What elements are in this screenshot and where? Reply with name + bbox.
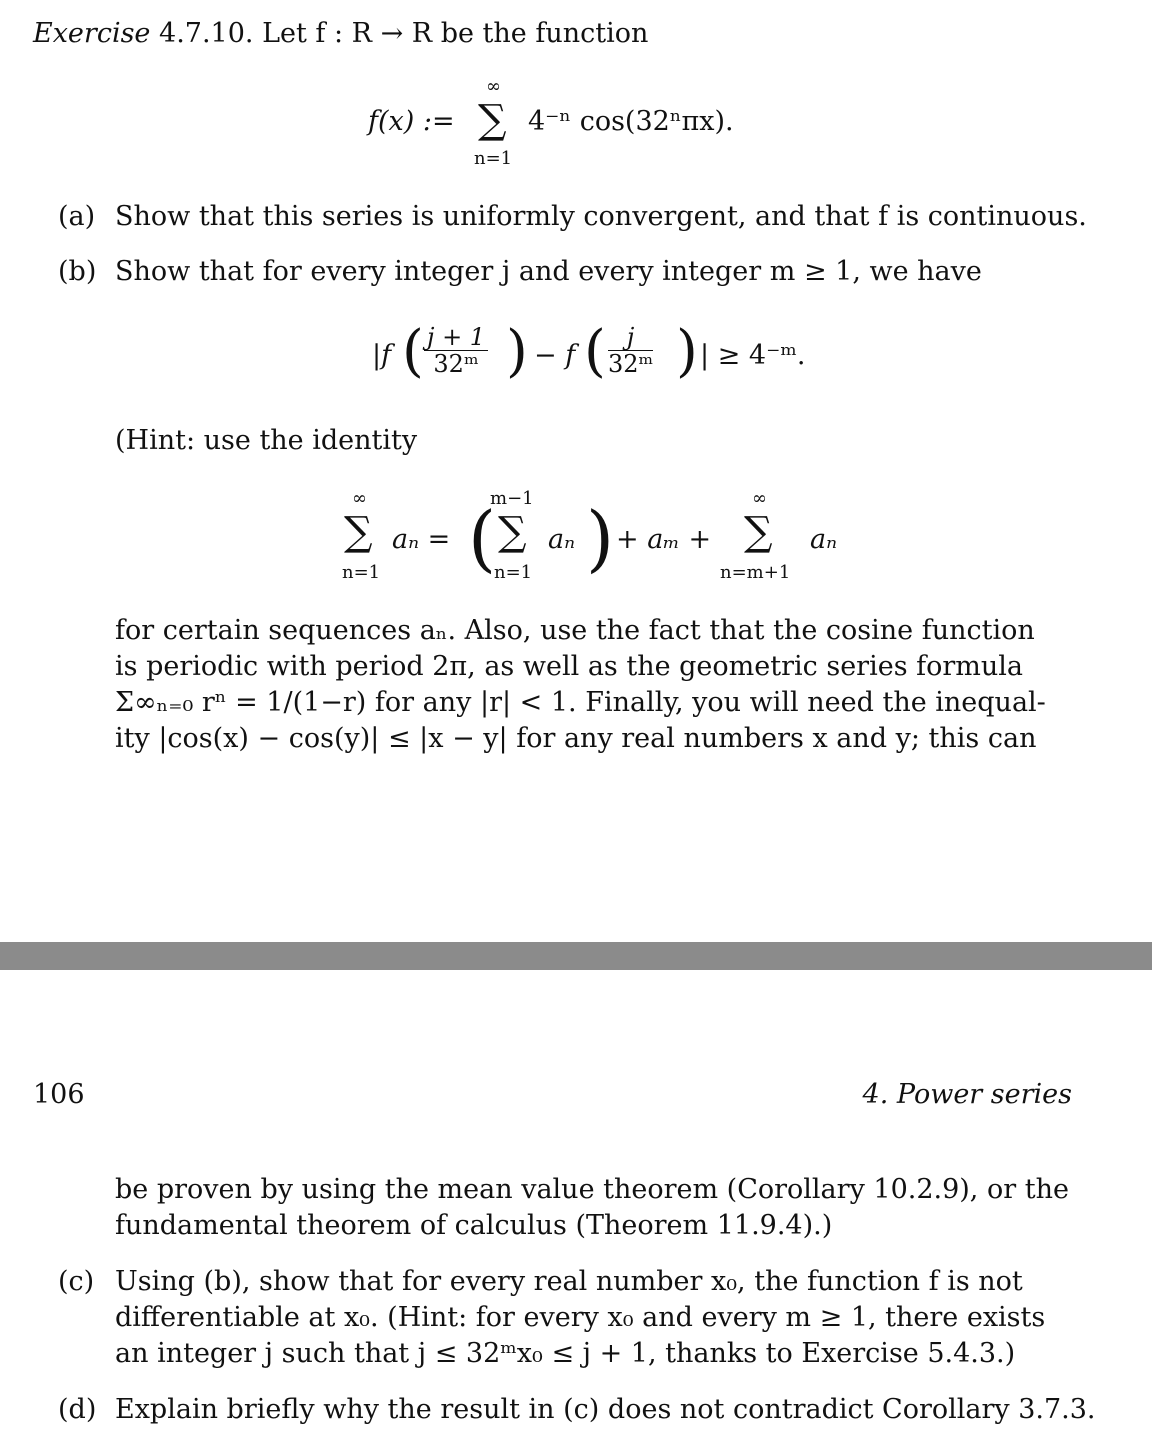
function-lhs: f(x) := [368,106,455,137]
hint-continuation [115,1172,1072,1244]
part-d-label: (d) [58,1394,97,1425]
hint-line: Σ∞ₙ₌₀ rⁿ = 1/(1−r) for any |r| < 1. Finally, you will need the inequal- [115,687,1046,718]
exercise-intro: Let f : R → R be the function [262,18,649,49]
sum-lower-limit: n=1 [474,148,513,169]
left-paren-2: ( [584,319,606,384]
identity-sum3-upper: ∞ [752,488,767,509]
identity-sum1-sign: ∑ [344,509,373,555]
left-paren-1: ( [402,319,424,384]
part-c-label: (c) [58,1266,95,1297]
continuation-line: be proven by using the mean value theorem (Corollary 10.2.9), or the [115,1174,1069,1205]
sum-upper-limit: ∞ [486,76,501,97]
identity-left-paren: ( [468,496,497,580]
part-a-text: Show that this series is uniformly convergent, and that f is continuous. [115,201,1087,232]
running-head: 4. Power series [862,1079,1072,1110]
series-term: 4⁻ⁿ cos(32ⁿπx). [528,106,734,137]
exercise-number: 4.7.10. [159,18,254,49]
right-paren-1: ) [506,319,528,384]
right-paren-2: ) [676,319,698,384]
hint-line: for certain sequences aₙ. Also, use the fact that the cosine function [115,615,1035,646]
part-c-line: differentiable at x₀. (Hint: for every x₀ and every m ≥ 1, there exists [115,1302,1046,1333]
inequality-f1: |f [372,340,392,371]
inequality-rhs: | ≥ 4⁻ᵐ. [700,340,806,371]
identity-sum1-lower: n=1 [342,562,381,583]
identity-term3: aₙ [810,524,838,555]
fraction2-numerator: j [608,324,653,351]
hint-intro: (Hint: use the identity [115,425,418,456]
identity-sum2-sign: ∑ [498,509,527,555]
inequality-minus-f: − f [534,340,576,371]
part-d-text: Explain briefly why the result in (c) does not contradict Corollary 3.7.3. [115,1394,1096,1425]
fraction-j [608,324,653,377]
identity-sum3-lower: n=m+1 [720,562,791,583]
exercise-heading [33,16,648,52]
identity-sum3-sign: ∑ [744,509,773,555]
identity-term2: aₙ [548,524,576,555]
identity-sum2-upper: m−1 [490,488,534,509]
page-number: 106 [33,1079,85,1110]
part-b-text: Show that for every integer j and every integer m ≥ 1, we have [115,256,982,287]
hint-line: ity |cos(x) − cos(y)| ≤ |x − y| for any real numbers x and y; this can [115,723,1037,754]
part-c-line: Using (b), show that for every real number x₀, the function f is not [115,1266,1023,1297]
fraction1-denominator: 32ᵐ [433,350,479,378]
part-c-text [115,1264,1072,1372]
identity-sum2-lower: n=1 [494,562,533,583]
identity-sum1-upper: ∞ [352,488,367,509]
part-b-label: (b) [58,256,97,287]
part-c-line: an integer j such that j ≤ 32ᵐx₀ ≤ j + 1, thanks to Exercise 5.4.3.) [115,1338,1016,1369]
fraction1-numerator: j + 1 [424,324,488,351]
sum-sign: ∑ [478,97,507,143]
hint-paragraph [115,613,1072,757]
fraction-j-plus-1 [424,324,488,377]
exercise-label: Exercise [33,18,151,49]
identity-term1: aₙ = [392,524,451,555]
page-separator [0,942,1152,970]
identity-right-paren: ) [586,496,615,580]
part-a-label: (a) [58,201,96,232]
fraction2-denominator: 32ᵐ [608,350,654,378]
continuation-line: fundamental theorem of calculus (Theorem 11.9.4).) [115,1210,833,1241]
identity-middle: + aₘ + [616,524,712,555]
function-definition [368,78,788,174]
identity-display [340,488,860,588]
inequality-display [372,316,832,396]
hint-line: is periodic with period 2π, as well as the geometric series formula [115,651,1024,682]
